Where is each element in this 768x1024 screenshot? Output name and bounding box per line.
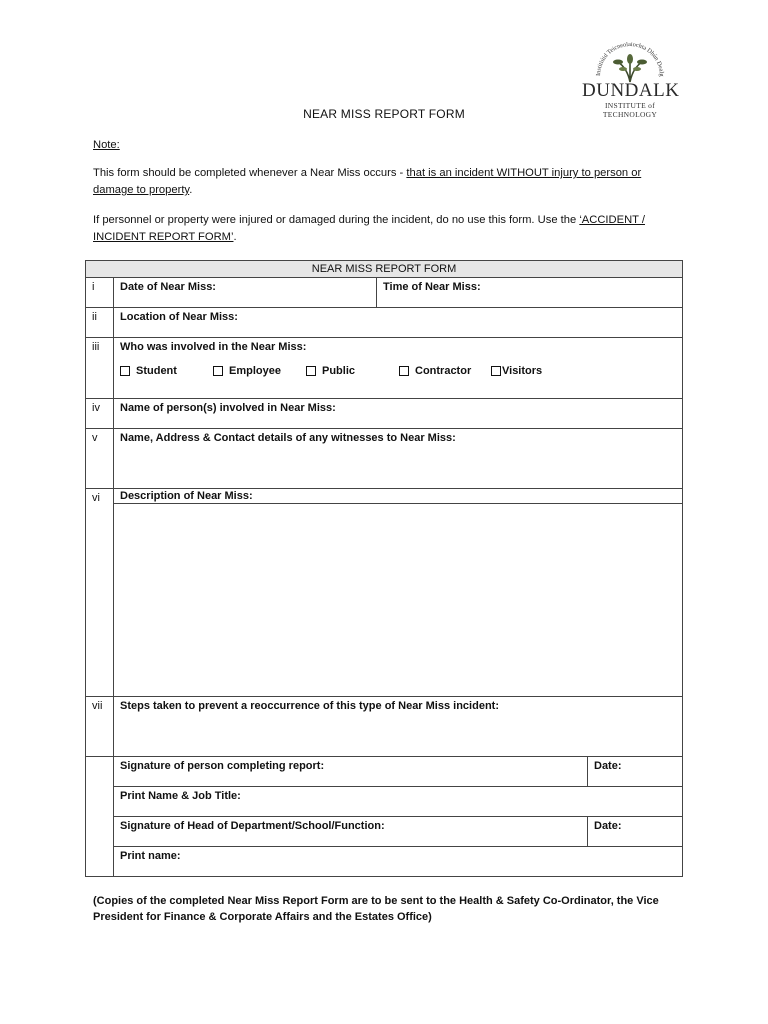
date-field[interactable]: Date: (588, 757, 683, 787)
row-number: vii (86, 697, 114, 757)
institute-logo (582, 42, 680, 119)
checkbox-icon (399, 366, 409, 376)
involved-checkbox-group (120, 365, 676, 377)
row-number: iii (86, 338, 114, 399)
checkbox-icon (306, 366, 316, 376)
print-name-field[interactable]: Print name: (114, 847, 683, 877)
row-number: vi (86, 489, 114, 697)
signature-field[interactable]: Signature of person completing report: (114, 757, 588, 787)
checkbox-icon (120, 366, 130, 376)
public-checkbox[interactable]: Public (306, 365, 399, 377)
visitors-checkbox[interactable]: Visitors (491, 365, 542, 377)
row-number: v (86, 429, 114, 489)
signature-section-spacer (86, 757, 114, 877)
form-header: NEAR MISS REPORT FORM (86, 261, 683, 278)
contractor-checkbox[interactable]: Contractor (399, 365, 491, 377)
head-date-field[interactable]: Date: (588, 817, 683, 847)
description-label: Description of Near Miss: (114, 489, 683, 504)
student-checkbox[interactable]: Student (120, 365, 213, 377)
who-involved-field (114, 338, 683, 399)
accident-form-link[interactable]: ‘ACCIDENT / INCIDENT REPORT FORM’ (93, 214, 645, 243)
note-paragraph-1: This form should be completed whenever a Near Miss occurs - that is an incident WITHOUT injury to person or damage to property. (93, 167, 642, 196)
logo-subtitle: INSTITUTE of TECHNOLOGY (602, 101, 658, 119)
print-name-job-title-field[interactable]: Print Name & Job Title: (114, 787, 683, 817)
logo-name: DUNDALK (582, 80, 680, 101)
location-field[interactable]: Location of Near Miss: (114, 308, 683, 338)
checkbox-icon (213, 366, 223, 376)
prevention-steps-field[interactable]: Steps taken to prevent a reoccurrence of this type of Near Miss incident: (114, 697, 683, 757)
page-title: NEAR MISS REPORT FORM (303, 107, 465, 121)
witnesses-field[interactable]: Name, Address & Contact details of any witnesses to Near Miss: (114, 429, 683, 489)
row-number: iv (86, 399, 114, 429)
head-signature-field[interactable]: Signature of Head of Department/School/Function: (114, 817, 588, 847)
distribution-footnote: (Copies of the completed Near Miss Report Form are to be sent to the Health & Safety Co-Ordinator, the Vice President for Finance & Corporate Affairs and the Estates Office) (93, 895, 659, 923)
description-textarea[interactable] (114, 504, 683, 697)
date-of-near-miss-field[interactable]: Date of Near Miss: (114, 278, 377, 308)
logo-emblem-icon (590, 42, 670, 84)
persons-involved-field[interactable]: Name of person(s) involved in Near Miss: (114, 399, 683, 429)
time-of-near-miss-field[interactable]: Time of Near Miss: (377, 278, 683, 308)
note-label: Note: (93, 139, 120, 151)
employee-checkbox[interactable]: Employee (213, 365, 306, 377)
near-miss-form-table (85, 260, 683, 877)
near-miss-definition: that is an incident WITHOUT injury to person or damage to property (93, 167, 642, 196)
logo-arc-text: Institiúid Teicneolaíochta Dhún Dealg (594, 42, 666, 77)
who-involved-label: Who was involved in the Near Miss: (120, 341, 307, 353)
checkbox-icon (491, 366, 501, 376)
note-paragraph-2: If personnel or property were injured or damaged during the incident, do no use this form. Use the ‘ACCIDENT / INCIDENT REPORT FORM’. (93, 214, 645, 243)
row-number: i (86, 278, 114, 308)
row-number: ii (86, 308, 114, 338)
